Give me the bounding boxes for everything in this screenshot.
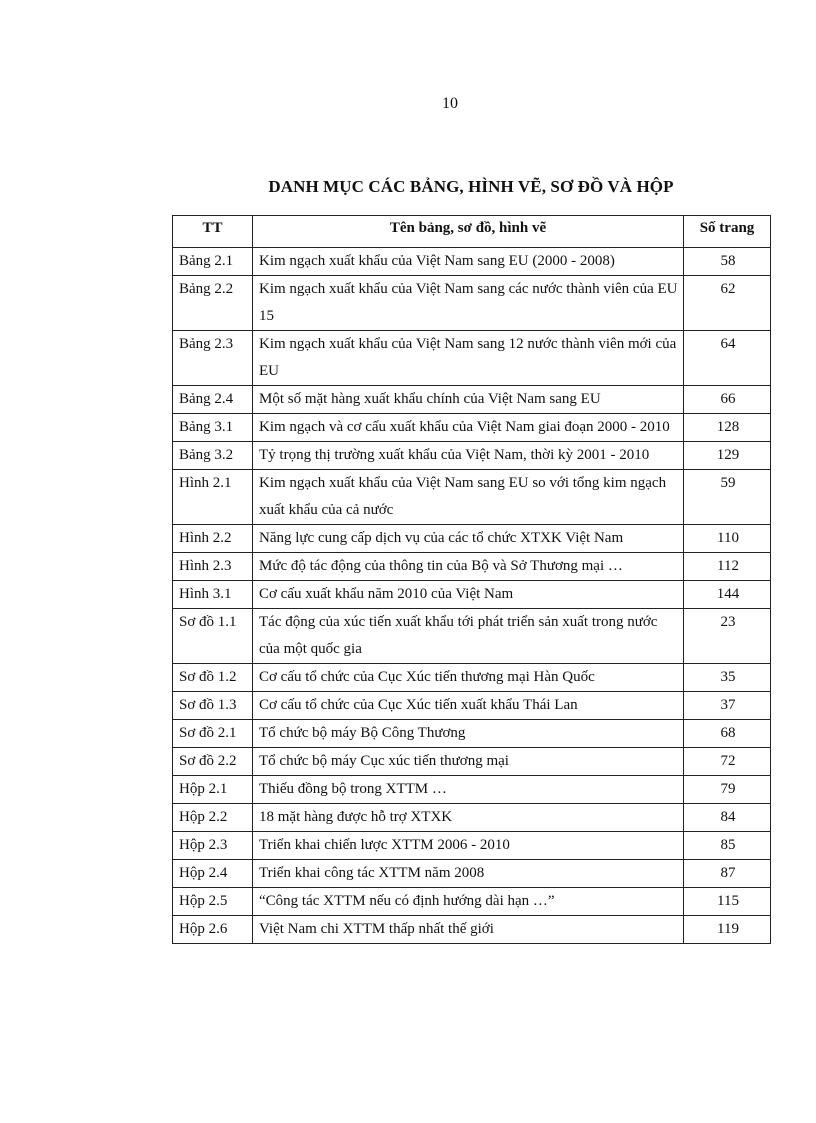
cell-id: Hộp 2.2 xyxy=(173,804,253,832)
cell-page: 62 xyxy=(684,276,771,331)
cell-id: Bảng 2.4 xyxy=(173,386,253,414)
table-row xyxy=(173,720,771,748)
cell-name: Tác động của xúc tiến xuất khẩu tới phát triển sản xuất trong nước của một quốc gia xyxy=(253,609,684,664)
cell-page: 35 xyxy=(684,664,771,692)
cell-name: Triển khai công tác XTTM năm 2008 xyxy=(253,860,684,888)
cell-name: Tổ chức bộ máy Cục xúc tiến thương mại xyxy=(253,748,684,776)
cell-name: Việt Nam chi XTTM thấp nhất thế giới xyxy=(253,916,684,944)
table-row xyxy=(173,248,771,276)
table-row xyxy=(173,804,771,832)
cell-page: 129 xyxy=(684,442,771,470)
cell-id: Sơ đồ 2.1 xyxy=(173,720,253,748)
cell-page: 115 xyxy=(684,888,771,916)
table-row xyxy=(173,553,771,581)
page-title: DANH MỤC CÁC BẢNG, HÌNH VẼ, SƠ ĐỒ VÀ HỘP xyxy=(268,177,674,196)
cell-name: Kim ngạch xuất khẩu của Việt Nam sang các nước thành viên của EU 15 xyxy=(253,276,684,331)
cell-page: 79 xyxy=(684,776,771,804)
toc-table xyxy=(172,215,771,944)
table-row xyxy=(173,442,771,470)
table-row xyxy=(173,860,771,888)
cell-name: Năng lực cung cấp dịch vụ của các tổ chức XTXK Việt Nam xyxy=(253,525,684,553)
header-page: Số trang xyxy=(684,216,771,248)
cell-id: Sơ đồ 1.1 xyxy=(173,609,253,664)
table-row xyxy=(173,888,771,916)
table-row xyxy=(173,386,771,414)
cell-id: Hộp 2.3 xyxy=(173,832,253,860)
cell-name: Kim ngạch xuất khẩu của Việt Nam sang EU (2000 - 2008) xyxy=(253,248,684,276)
cell-id: Hộp 2.4 xyxy=(173,860,253,888)
cell-id: Hộp 2.1 xyxy=(173,776,253,804)
cell-id: Hình 2.2 xyxy=(173,525,253,553)
cell-name: Tỷ trọng thị trường xuất khẩu của Việt Nam, thời kỳ 2001 - 2010 xyxy=(253,442,684,470)
cell-page: 85 xyxy=(684,832,771,860)
cell-page: 64 xyxy=(684,331,771,386)
cell-page: 87 xyxy=(684,860,771,888)
cell-name: Cơ cấu tổ chức của Cục Xúc tiến thương mại Hàn Quốc xyxy=(253,664,684,692)
cell-name: Kim ngạch xuất khẩu của Việt Nam sang EU so với tổng kim ngạch xuất khẩu của cả nước xyxy=(253,470,684,525)
cell-id: Sơ đồ 1.2 xyxy=(173,664,253,692)
cell-page: 58 xyxy=(684,248,771,276)
table-row xyxy=(173,748,771,776)
cell-id: Bảng 2.2 xyxy=(173,276,253,331)
cell-page: 66 xyxy=(684,386,771,414)
cell-page: 119 xyxy=(684,916,771,944)
table-row xyxy=(173,692,771,720)
cell-id: Hộp 2.5 xyxy=(173,888,253,916)
cell-id: Hình 2.3 xyxy=(173,553,253,581)
cell-page: 144 xyxy=(684,581,771,609)
cell-id: Bảng 2.1 xyxy=(173,248,253,276)
cell-id: Hình 2.1 xyxy=(173,470,253,525)
cell-name: Triển khai chiến lược XTTM 2006 - 2010 xyxy=(253,832,684,860)
table-row xyxy=(173,832,771,860)
cell-name: Kim ngạch xuất khẩu của Việt Nam sang 12 nước thành viên mới của EU xyxy=(253,331,684,386)
header-tt: TT xyxy=(173,216,253,248)
header-name: Tên bảng, sơ đồ, hình vẽ xyxy=(253,216,684,248)
cell-page: 23 xyxy=(684,609,771,664)
cell-page: 128 xyxy=(684,414,771,442)
table-row xyxy=(173,414,771,442)
cell-id: Bảng 3.2 xyxy=(173,442,253,470)
cell-page: 112 xyxy=(684,553,771,581)
cell-name: Thiếu đồng bộ trong XTTM … xyxy=(253,776,684,804)
table-row xyxy=(173,664,771,692)
table-header-row xyxy=(173,216,771,248)
cell-page: 37 xyxy=(684,692,771,720)
cell-name: Cơ cấu tổ chức của Cục Xúc tiến xuất khẩu Thái Lan xyxy=(253,692,684,720)
cell-name: “Công tác XTTM nếu có định hướng dài hạn …” xyxy=(253,888,684,916)
table-row xyxy=(173,776,771,804)
cell-name: 18 mặt hàng được hỗ trợ XTXK xyxy=(253,804,684,832)
cell-id: Hình 3.1 xyxy=(173,581,253,609)
table-row xyxy=(173,609,771,664)
cell-id: Hộp 2.6 xyxy=(173,916,253,944)
cell-name: Mức độ tác động của thông tin của Bộ và Sở Thương mại … xyxy=(253,553,684,581)
table-row xyxy=(173,331,771,386)
table-row xyxy=(173,525,771,553)
cell-page: 68 xyxy=(684,720,771,748)
cell-name: Cơ cấu xuất khẩu năm 2010 của Việt Nam xyxy=(253,581,684,609)
cell-page: 72 xyxy=(684,748,771,776)
cell-id: Sơ đồ 1.3 xyxy=(173,692,253,720)
cell-id: Sơ đồ 2.2 xyxy=(173,748,253,776)
table-row xyxy=(173,470,771,525)
cell-id: Bảng 2.3 xyxy=(173,331,253,386)
cell-page: 59 xyxy=(684,470,771,525)
cell-name: Kim ngạch và cơ cấu xuất khẩu của Việt Nam giai đoạn 2000 - 2010 xyxy=(253,414,684,442)
cell-name: Tổ chức bộ máy Bộ Công Thương xyxy=(253,720,684,748)
cell-id: Bảng 3.1 xyxy=(173,414,253,442)
cell-name: Một số mặt hàng xuất khẩu chính của Việt Nam sang EU xyxy=(253,386,684,414)
table-row xyxy=(173,916,771,944)
table-row xyxy=(173,581,771,609)
page-number: 10 xyxy=(442,95,458,112)
cell-page: 110 xyxy=(684,525,771,553)
cell-page: 84 xyxy=(684,804,771,832)
table-row xyxy=(173,276,771,331)
